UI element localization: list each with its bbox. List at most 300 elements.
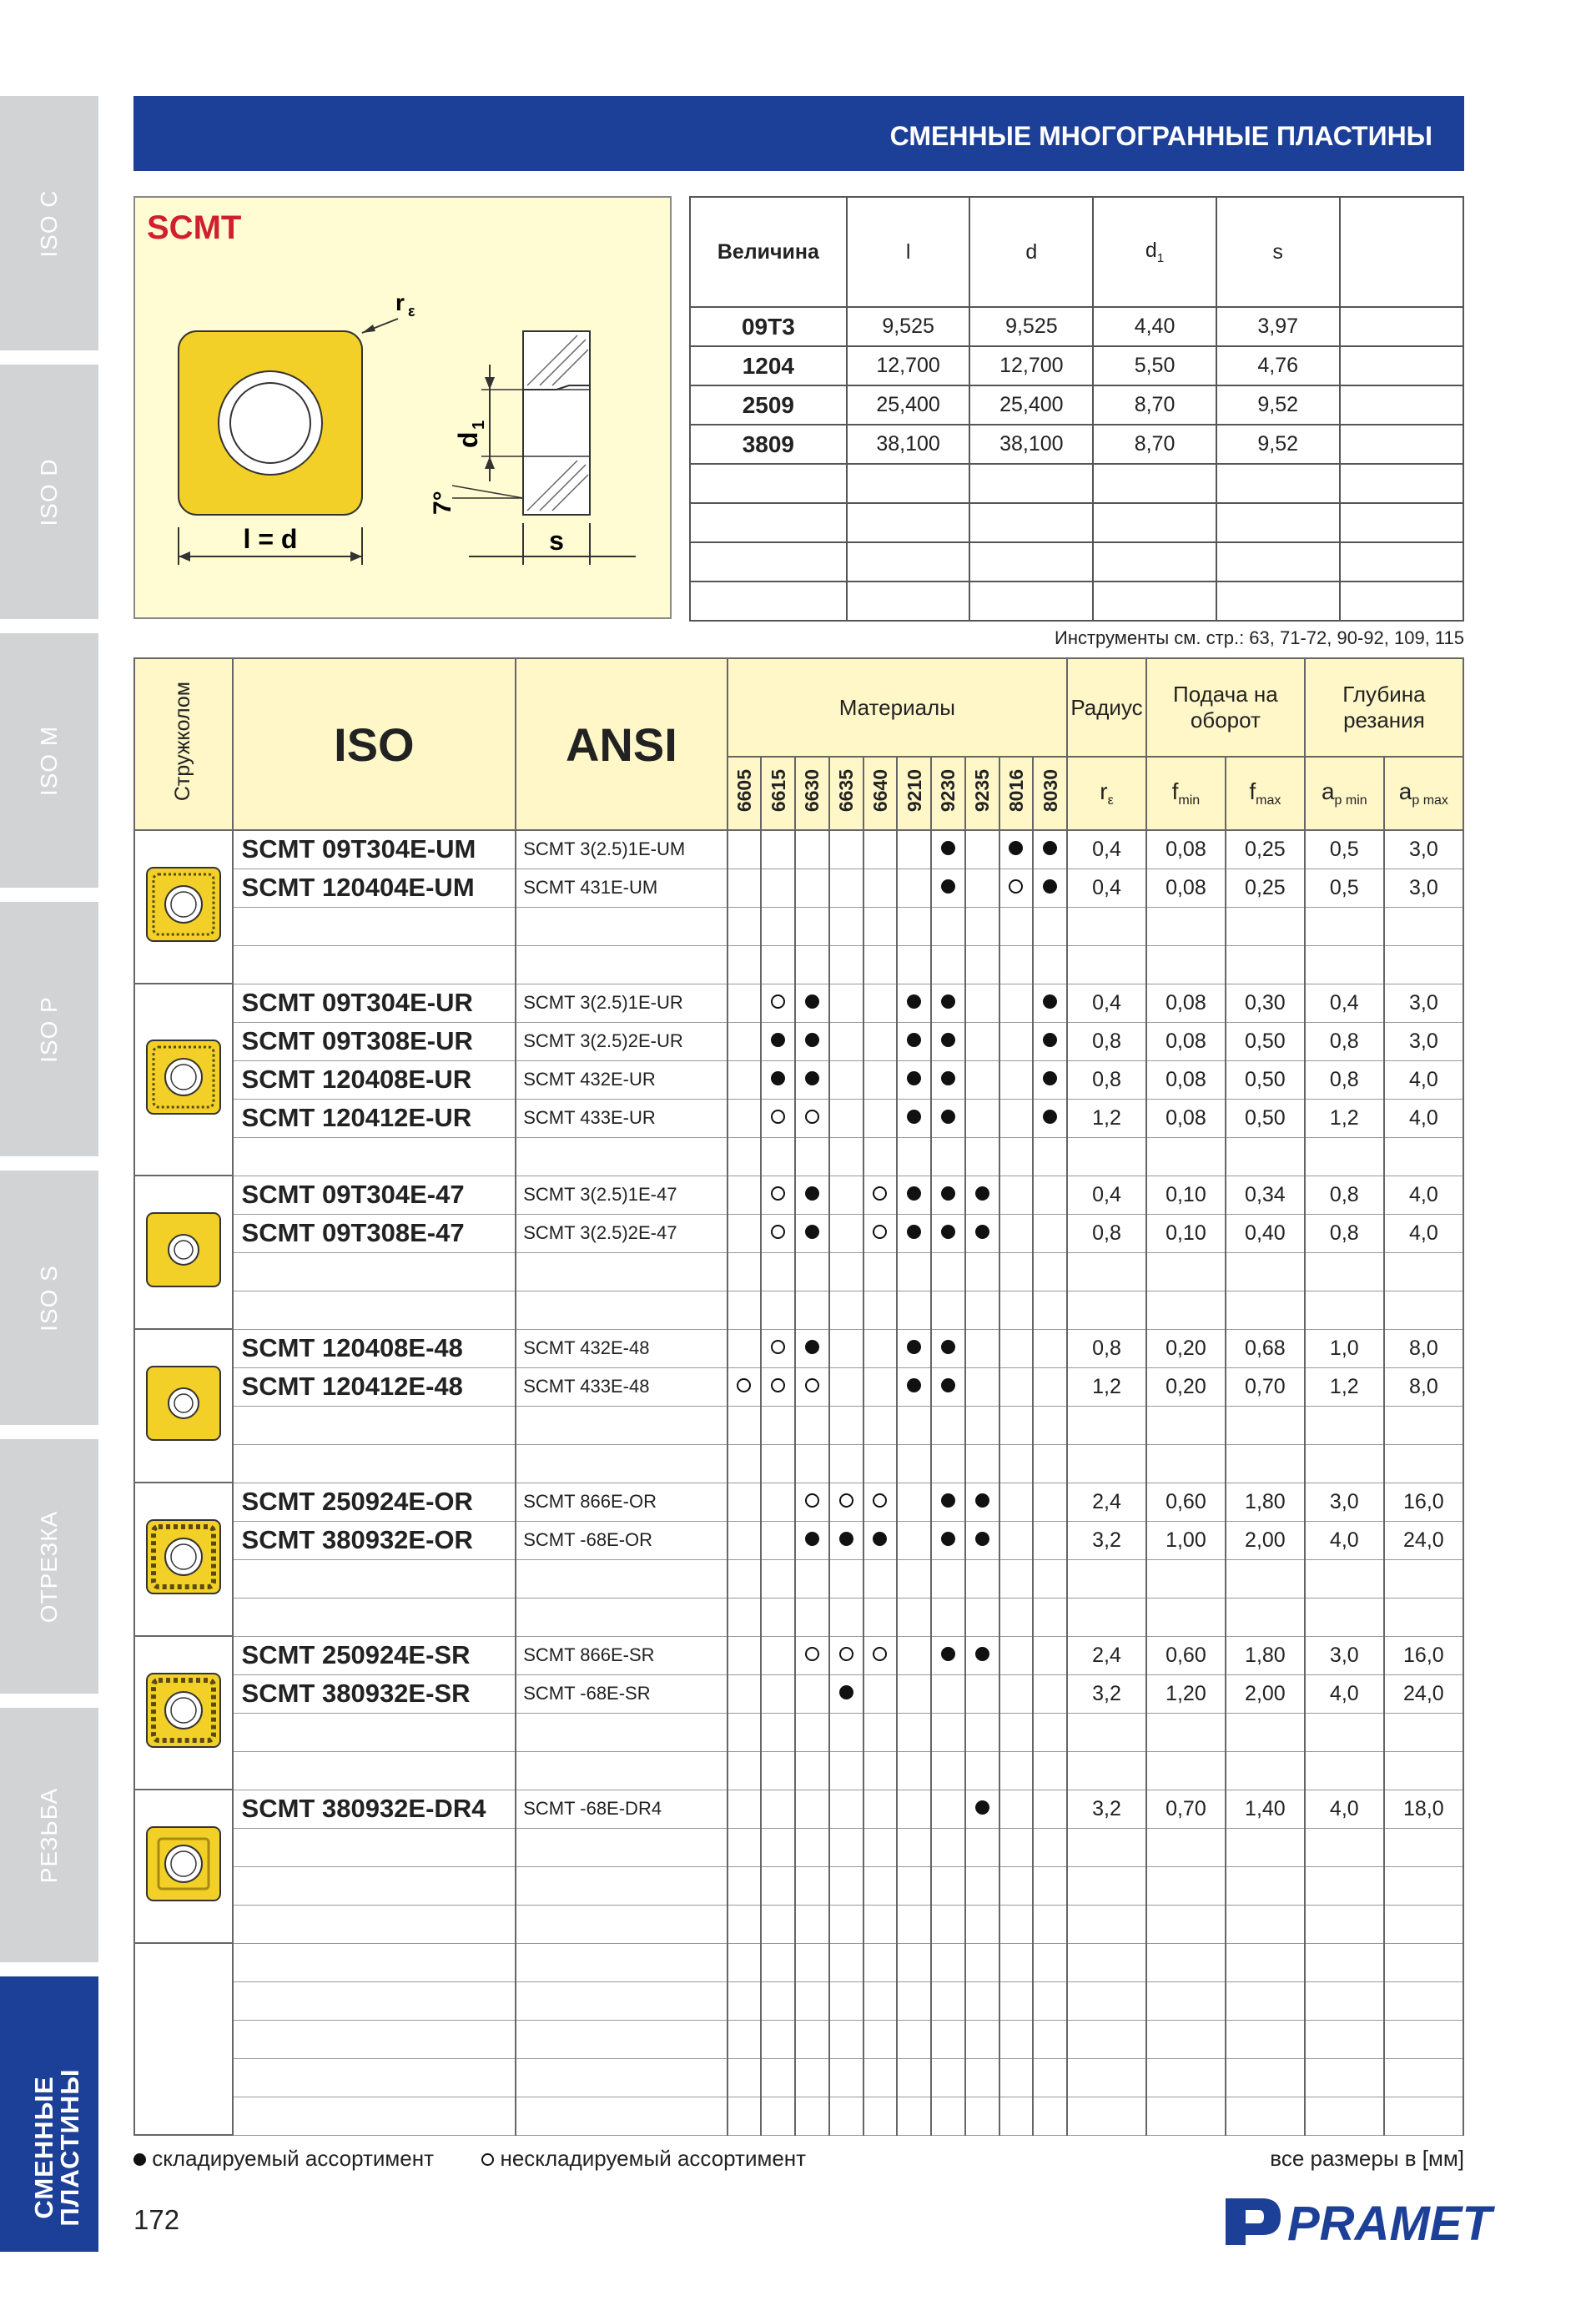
material-availability [1033, 1099, 1067, 1137]
material-grade-header: 9210 [897, 757, 931, 830]
material-availability [1033, 2020, 1067, 2058]
material-availability [728, 1214, 762, 1252]
material-availability [795, 1291, 829, 1329]
table-cell: 9,525 [969, 307, 1093, 346]
chipbreaker-cell [134, 1483, 233, 1636]
material-availability [999, 1943, 1034, 1981]
material-availability [795, 1176, 829, 1214]
material-availability [897, 1176, 931, 1214]
param-value [1146, 1598, 1226, 1636]
material-availability [795, 1790, 829, 1828]
material-availability [728, 1367, 762, 1406]
sidebar-tab-label: ISO D [36, 457, 62, 526]
param-value [1226, 1598, 1305, 1636]
ansi-code: SCMT -68E-OR [516, 1521, 727, 1559]
material-availability [999, 1214, 1034, 1252]
param-value: 1,2 [1067, 1099, 1146, 1137]
material-availability [761, 1598, 795, 1636]
param-value: 16,0 [1384, 1636, 1463, 1674]
table-row [134, 1981, 1463, 2020]
material-availability [1033, 1022, 1067, 1060]
param-value [1146, 1444, 1226, 1483]
table-cell [1340, 307, 1464, 346]
filled-dot-icon [805, 1071, 819, 1085]
material-availability [1033, 2097, 1067, 2135]
sidebar-tab[interactable] [0, 1976, 98, 2252]
filled-dot-icon [975, 1493, 989, 1508]
param-value: 3,0 [1305, 1636, 1384, 1674]
material-availability [795, 1099, 829, 1137]
material-availability [761, 1022, 795, 1060]
table-row [134, 2020, 1463, 2058]
param-value [1305, 1943, 1384, 1981]
open-circle-icon [771, 1186, 785, 1201]
material-availability [728, 1521, 762, 1559]
filled-dot-icon [1043, 1110, 1057, 1124]
param-value [1067, 1444, 1146, 1483]
sidebar-tab[interactable] [0, 1439, 98, 1694]
material-availability [897, 907, 931, 945]
param-value [1305, 1291, 1384, 1329]
param-value: 0,34 [1226, 1176, 1305, 1214]
material-availability [965, 1022, 999, 1060]
ansi-code: SCMT 432E-UR [516, 1060, 727, 1099]
material-availability [999, 1291, 1034, 1329]
param-value: 0,4 [1067, 1176, 1146, 1214]
material-availability [728, 1598, 762, 1636]
material-availability [728, 1559, 762, 1598]
sidebar-tab[interactable] [0, 96, 98, 350]
param-value: 24,0 [1384, 1674, 1463, 1713]
param-value [1384, 1406, 1463, 1444]
material-availability [931, 1406, 965, 1444]
table-cell: 4,76 [1216, 346, 1340, 385]
table-row [690, 385, 1463, 425]
sidebar-tab[interactable] [0, 633, 98, 888]
table-row [134, 1905, 1463, 1943]
open-circle-icon [771, 1378, 785, 1392]
material-availability [795, 1521, 829, 1559]
material-availability [728, 1444, 762, 1483]
table-row [134, 984, 1463, 1022]
material-availability [829, 1367, 863, 1406]
material-availability [863, 1636, 898, 1674]
material-availability [761, 1444, 795, 1483]
material-availability [897, 1483, 931, 1521]
material-availability [795, 1060, 829, 1099]
material-availability [761, 2020, 795, 2058]
material-availability [931, 1828, 965, 1866]
material-availability [965, 1751, 999, 1790]
material-availability [863, 1828, 898, 1866]
chipbreaker-cell [134, 830, 233, 984]
param-value: 0,08 [1146, 1022, 1226, 1060]
param-value: 2,4 [1067, 1483, 1146, 1521]
material-availability [1033, 868, 1067, 907]
material-availability [1033, 907, 1067, 945]
iso-code [233, 1943, 516, 1981]
iso-code [233, 1598, 516, 1636]
material-availability [829, 1252, 863, 1291]
table-cell: 3,97 [1216, 307, 1340, 346]
material-availability [761, 1790, 795, 1828]
ansi-code [516, 1252, 727, 1291]
param-value [1384, 1828, 1463, 1866]
material-availability [897, 1521, 931, 1559]
material-availability [931, 907, 965, 945]
table-row [134, 1713, 1463, 1751]
material-availability [931, 1559, 965, 1598]
label-d1: d [453, 431, 483, 448]
material-availability [999, 2058, 1034, 2097]
material-availability [931, 1905, 965, 1943]
material-availability [931, 868, 965, 907]
filled-dot-icon [907, 1033, 921, 1047]
ansi-code: SCMT 3(2.5)1E-UR [516, 984, 727, 1022]
material-availability [863, 1674, 898, 1713]
table-row [134, 1444, 1463, 1483]
material-availability [965, 1866, 999, 1905]
material-availability [897, 1751, 931, 1790]
material-availability [897, 1367, 931, 1406]
param-value: 18,0 [1384, 1790, 1463, 1828]
ansi-code [516, 1559, 727, 1598]
chipbreaker-header: Стружколом [134, 658, 233, 830]
table-cell [690, 542, 847, 582]
material-availability [795, 1406, 829, 1444]
table-row [134, 1214, 1463, 1252]
material-availability [829, 1444, 863, 1483]
ansi-code [516, 1751, 727, 1790]
filled-dot-icon [941, 1186, 955, 1201]
table-row [134, 1406, 1463, 1444]
material-availability [931, 1252, 965, 1291]
dims-header-cell: d [969, 197, 1093, 307]
filled-dot-icon [975, 1225, 989, 1239]
filled-dot-icon [975, 1800, 989, 1815]
material-availability [728, 1674, 762, 1713]
filled-dot-icon [771, 1033, 785, 1047]
label-ld: l = d [243, 524, 298, 554]
ansi-code [516, 945, 727, 984]
material-availability [931, 1598, 965, 1636]
material-availability [931, 1790, 965, 1828]
table-row [134, 830, 1463, 868]
param-value: 3,0 [1305, 1483, 1384, 1521]
sidebar-tab-label: СМЕННЫЕ ПЛАСТИНЫ [29, 2067, 85, 2227]
material-availability [863, 1751, 898, 1790]
material-availability [999, 1060, 1034, 1099]
material-availability [761, 984, 795, 1022]
material-availability [1033, 1751, 1067, 1790]
material-availability [931, 1022, 965, 1060]
table-row [690, 503, 1463, 542]
table-cell [1340, 385, 1464, 425]
insert-chipbreaker-icon [143, 1210, 224, 1290]
material-availability [728, 868, 762, 907]
material-availability [965, 1137, 999, 1176]
material-availability [999, 1866, 1034, 1905]
param-value [1226, 1291, 1305, 1329]
material-availability [931, 1444, 965, 1483]
table-cell: 5,50 [1093, 346, 1216, 385]
open-circle-icon [771, 1225, 785, 1239]
table-cell [1340, 503, 1464, 542]
material-availability [999, 1905, 1034, 1943]
sidebar-tab[interactable] [0, 1171, 98, 1425]
iso-code: SCMT 120408E-48 [233, 1329, 516, 1367]
table-cell: 25,400 [847, 385, 970, 425]
material-availability [728, 2097, 762, 2135]
open-circle-icon [805, 1378, 819, 1392]
material-availability [863, 1252, 898, 1291]
material-availability [795, 1483, 829, 1521]
material-availability [897, 1866, 931, 1905]
sidebar-tab[interactable] [0, 902, 98, 1156]
material-availability [931, 2097, 965, 2135]
param-value [1384, 1905, 1463, 1943]
table-row [134, 1137, 1463, 1176]
material-availability [795, 1329, 829, 1367]
material-availability [863, 1905, 898, 1943]
param-value [1067, 1137, 1146, 1176]
material-availability [863, 1367, 898, 1406]
material-availability [999, 1444, 1034, 1483]
table-cell [690, 503, 847, 542]
material-availability [965, 1828, 999, 1866]
param-value: 0,08 [1146, 1060, 1226, 1099]
material-availability [761, 868, 795, 907]
insert-chipbreaker-icon [143, 1363, 224, 1443]
material-availability [761, 1905, 795, 1943]
material-availability [795, 2097, 829, 2135]
material-availability [999, 830, 1034, 868]
ansi-code: SCMT 433E-UR [516, 1099, 727, 1137]
filled-dot-icon [941, 1532, 955, 1546]
material-availability [829, 1866, 863, 1905]
material-availability [999, 2097, 1034, 2135]
open-circle-icon [805, 1647, 819, 1661]
param-value: 0,4 [1067, 830, 1146, 868]
open-circle-icon [839, 1493, 853, 1508]
param-value: 0,8 [1305, 1060, 1384, 1099]
material-availability [728, 1905, 762, 1943]
material-availability [999, 1790, 1034, 1828]
material-availability [897, 1905, 931, 1943]
table-cell [847, 582, 970, 621]
filled-dot-icon [1043, 879, 1057, 894]
chipbreaker-cell [134, 984, 233, 1176]
material-availability [863, 868, 898, 907]
table-cell: 9,52 [1216, 425, 1340, 464]
sidebar-tab-label: ОТРЕЗКА [36, 1510, 62, 1623]
material-availability [897, 1060, 931, 1099]
material-availability [795, 1559, 829, 1598]
filled-dot-icon [941, 879, 955, 894]
param-value: 0,25 [1226, 868, 1305, 907]
param-value: 2,00 [1226, 1521, 1305, 1559]
param-value: 0,5 [1305, 868, 1384, 907]
sidebar-tab[interactable] [0, 1708, 98, 1962]
material-availability [965, 1252, 999, 1291]
open-circle-icon [873, 1225, 887, 1239]
material-availability [999, 1636, 1034, 1674]
material-availability [761, 945, 795, 984]
param-value [1146, 1713, 1226, 1751]
feed-header: Подача на оборот [1146, 658, 1305, 757]
param-value [1146, 1905, 1226, 1943]
param-subheader: $a_{p min}$ [1305, 757, 1384, 830]
table-cell: 2509 [690, 385, 847, 425]
table-cell [1340, 542, 1464, 582]
material-availability [863, 984, 898, 1022]
material-availability [728, 945, 762, 984]
material-availability [1033, 1674, 1067, 1713]
param-value: 0,8 [1305, 1022, 1384, 1060]
param-value [1384, 2020, 1463, 2058]
material-availability [863, 1329, 898, 1367]
material-availability [965, 1521, 999, 1559]
iso-code: SCMT 09T304E-UM [233, 830, 516, 868]
param-value: 0,08 [1146, 830, 1226, 868]
iso-code: SCMT 09T304E-47 [233, 1176, 516, 1214]
table-cell: 38,100 [969, 425, 1093, 464]
material-availability [931, 1483, 965, 1521]
material-availability [795, 1943, 829, 1981]
param-value: 0,70 [1146, 1790, 1226, 1828]
table-cell: 9,52 [1216, 385, 1340, 425]
material-availability [728, 1137, 762, 1176]
dims-header-cell: Величина [690, 197, 847, 307]
ansi-code [516, 1981, 727, 2020]
material-availability [1033, 1521, 1067, 1559]
param-value [1384, 1559, 1463, 1598]
param-value: 1,20 [1146, 1674, 1226, 1713]
material-availability [1033, 1828, 1067, 1866]
material-availability [931, 1329, 965, 1367]
param-value [1384, 1943, 1463, 1981]
table-cell [1340, 582, 1464, 621]
param-value [1146, 1291, 1226, 1329]
iso-code: SCMT 09T308E-UR [233, 1022, 516, 1060]
iso-code: SCMT 250924E-OR [233, 1483, 516, 1521]
material-availability [999, 1406, 1034, 1444]
material-availability [795, 1905, 829, 1943]
table-row [690, 542, 1463, 582]
param-value [1305, 1905, 1384, 1943]
material-availability [931, 984, 965, 1022]
material-availability [795, 1214, 829, 1252]
material-availability [829, 1943, 863, 1981]
table-cell: 8,70 [1093, 385, 1216, 425]
table-row [134, 945, 1463, 984]
material-availability [829, 1022, 863, 1060]
param-value [1067, 1828, 1146, 1866]
ansi-code: SCMT 433E-48 [516, 1367, 727, 1406]
param-value: 4,0 [1305, 1521, 1384, 1559]
material-availability [999, 1252, 1034, 1291]
material-availability [931, 1521, 965, 1559]
material-availability [761, 1060, 795, 1099]
material-availability [897, 1674, 931, 1713]
material-availability [728, 1981, 762, 2020]
table-cell: 09T3 [690, 307, 847, 346]
material-availability [1033, 1406, 1067, 1444]
material-availability [761, 830, 795, 868]
material-availability [965, 2020, 999, 2058]
param-value [1226, 1905, 1305, 1943]
material-availability [761, 1176, 795, 1214]
material-availability [761, 1521, 795, 1559]
page-header [133, 96, 1464, 171]
table-cell: 12,700 [969, 346, 1093, 385]
dims-header-cell: $d_1$ [1093, 197, 1216, 307]
material-availability [728, 1060, 762, 1099]
material-availability [965, 1790, 999, 1828]
ansi-code: SCMT 431E-UM [516, 868, 727, 907]
ansi-code: SCMT -68E-DR4 [516, 1790, 727, 1828]
param-value [1305, 1252, 1384, 1291]
ansi-header: ANSI [516, 658, 727, 830]
table-cell [1216, 582, 1340, 621]
material-availability [863, 1214, 898, 1252]
material-availability [931, 830, 965, 868]
sidebar-tab[interactable] [0, 365, 98, 619]
material-availability [795, 1598, 829, 1636]
open-circle-icon [771, 994, 785, 1009]
param-value: 0,25 [1226, 830, 1305, 868]
pramet-logo [1222, 2190, 1492, 2251]
ansi-code [516, 1598, 727, 1636]
open-circle-icon [481, 2153, 494, 2166]
material-availability [728, 1483, 762, 1521]
units-note: все размеры в [мм] [1270, 2146, 1464, 2171]
material-availability [829, 1099, 863, 1137]
material-availability [965, 830, 999, 868]
material-availability [999, 907, 1034, 945]
material-availability [897, 1137, 931, 1176]
param-subheader: $f_{max}$ [1226, 757, 1305, 830]
sidebar-tab-label: ISO M [36, 725, 62, 796]
material-availability [829, 945, 863, 984]
material-availability [795, 1828, 829, 1866]
iso-code [233, 1905, 516, 1943]
material-availability [965, 2097, 999, 2135]
table-cell: 38,100 [847, 425, 970, 464]
param-value: 3,0 [1384, 868, 1463, 907]
material-availability [761, 1981, 795, 2020]
param-value: 1,80 [1226, 1483, 1305, 1521]
param-value: 4,0 [1305, 1790, 1384, 1828]
param-value [1226, 1406, 1305, 1444]
table-row [134, 1291, 1463, 1329]
material-availability [728, 1406, 762, 1444]
material-availability [829, 1905, 863, 1943]
material-availability [761, 1636, 795, 1674]
filled-dot-icon [805, 1340, 819, 1354]
filled-dot-icon [805, 1186, 819, 1201]
material-grade-header: 6640 [863, 757, 898, 830]
filled-dot-icon [941, 1340, 955, 1354]
param-value: 0,8 [1067, 1022, 1146, 1060]
ansi-code [516, 1943, 727, 1981]
material-availability [1033, 1483, 1067, 1521]
material-availability [863, 1099, 898, 1137]
ansi-code [516, 2097, 727, 2135]
iso-header: ISO [233, 658, 516, 830]
material-availability [897, 1099, 931, 1137]
material-availability [965, 2058, 999, 2097]
